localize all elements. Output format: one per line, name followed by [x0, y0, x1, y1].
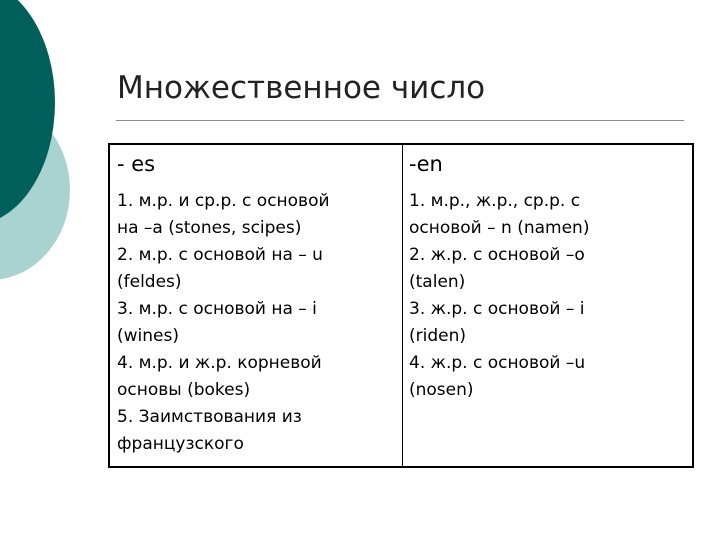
item-line: 3. м.р. с основой на – i	[117, 299, 317, 319]
list-item	[117, 404, 399, 458]
item-line: (nosen)	[409, 380, 474, 400]
list-item	[117, 350, 399, 404]
list-item	[409, 296, 689, 350]
title-underline	[116, 120, 684, 121]
item-line: (wines)	[117, 326, 179, 346]
item-line: (talen)	[409, 272, 466, 292]
column-header-es: - es	[117, 152, 156, 176]
item-line: 1. м.р., ж.р., ср.р. с	[409, 191, 581, 211]
item-line: 4. ж.р. с основой –u	[409, 353, 586, 373]
declension-table	[108, 143, 694, 468]
item-line: 3. ж.р. с основой – i	[409, 299, 585, 319]
item-line: 1. м.р. и ср.р. с основой	[117, 191, 330, 211]
item-line: французского	[117, 434, 244, 454]
item-line: 2. ж.р. с основой –о	[409, 245, 585, 265]
item-line: основы (bokes)	[117, 380, 251, 400]
list-item	[117, 296, 399, 350]
item-line: 5. Заимствования из	[117, 407, 302, 427]
item-line: (feldes)	[117, 272, 182, 292]
slide-title: Множественное число	[117, 70, 486, 106]
item-line: основой – n (namen)	[409, 218, 590, 238]
column-header-en: -en	[409, 152, 443, 176]
column-en	[409, 145, 689, 404]
item-line: 4. м.р. и ж.р. корневой	[117, 353, 322, 373]
list-item	[409, 350, 689, 404]
list-item	[117, 188, 399, 242]
item-line: 2. м.р. с основой на – u	[117, 245, 323, 265]
item-line: на –а (stones, scipes)	[117, 218, 302, 238]
column-es	[117, 145, 399, 458]
column-divider	[402, 145, 403, 466]
list-item	[409, 188, 689, 242]
list-item	[409, 242, 689, 296]
item-line: (riden)	[409, 326, 467, 346]
list-item	[117, 242, 399, 296]
